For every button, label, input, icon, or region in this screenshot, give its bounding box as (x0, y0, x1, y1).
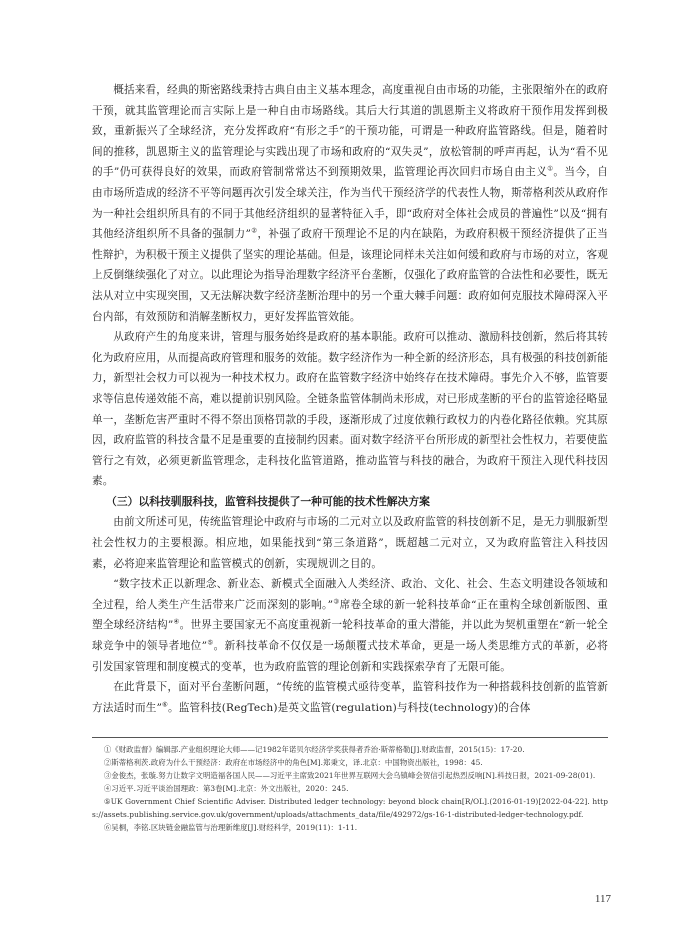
paragraph-1-text-a: 概括来看，经典的斯密路线秉持古典自由主义基本理念，高度重视自由市场的功能，主张限缩外在的政府干预，就其监管理论而言实际上是一种自由市场路线。其后大行其道的凯恩斯主义将政府干预作用发挥到极致，重新振兴了全球经济，充分发挥政府“有形之手”的干预功能，可谓是一种政府监管路线。但是，随着时间的推移，凯恩斯主义的监管理论与实践出现了市场和政府的“双失灵”，放松管制的呼声再起，认为“看不见的手”仍可获得良好的效果，而政府管制常常达不到预期效果，监管理论再次回归市场自由主义 (92, 84, 608, 179)
footnote-1: ①《财政监督》编辑部.产业组织理论大师——记1982年诺贝尔经济学奖获得者乔治·斯蒂格勒[J].财政监督，2015(15)：17-20. (103, 745, 525, 754)
section-heading: （三）以科技驯服科技，监管科技提供了一种可能的技术性解决方案 (106, 494, 430, 508)
footnote-4: ④习近平.习近平谈治国理政：第3卷[M].北京：外文出版社，2020：245. (103, 784, 349, 793)
paragraph-1 (92, 80, 608, 327)
footnote-ref-3[interactable]: ③ (333, 597, 340, 606)
paragraph-5 (92, 677, 608, 718)
paragraph-3: 由前文所述可见，传统监管理论中政府与市场的二元对立以及政府监管的科技创新不足，是无力驯服新型社会性权力的主要根源。相应地，如果能找到“第三条道路”，既超越二元对立，又为政府监管注入科技因素，必将迎来监管理论和监管模式的创新，实现规训之目的。 (92, 516, 608, 570)
footnote-ref-4[interactable]: ④ (173, 617, 180, 626)
body-text (92, 80, 608, 718)
footnote-ref-1[interactable]: ① (547, 164, 554, 173)
footnote-ref-2[interactable]: ② (251, 226, 258, 235)
paragraph-5-text-b: 。监管科技(RegTech)是英文监管(regulation)与科技(technology)的合体 (168, 701, 531, 714)
paragraph-2: 从政府产生的角度来讲，管理与服务始终是政府的基本职能。政府可以推动、激励科技创新，然后将其转化为政府应用，从而提高政府管理和服务的效能。数字经济作为一种全新的经济形态，具有极强的科技创新能力，新型社会权力可以视为一种技术权力。政府在监管数字经济中始终存在技术障碍。事先介入不够，监管要求等信息传递效能不高，难以提前识别风险。全链条监管体制尚未形成，对已形成垄断的平台的监管途径略显单一，垄断危害严重时不得不祭出顶格罚款的手段，逐渐形成了过度依赖行政权力的内卷化路径依赖。究其原因，政府监管的科技含量不足是重要的直接制约因素。面对数字经济平台所形成的新型社会性权力，若要使监管行之有效，必须更新监管理念，走科技化监管道路，推动监管与科技的融合，为政府干预注入现代科技因素。 (92, 331, 608, 488)
footnote-ref-6[interactable]: ⑥ (162, 700, 169, 709)
paragraph-4-text-b: 席卷全球的新一轮科技革命“正在重构全球创新版图、重塑全球经济结构” (92, 598, 608, 632)
footnote-6: ⑥吴桐，李铭.区块链金融监管与治理新维度[J].财经科学，2019(11)：1-11. (103, 823, 358, 832)
footnotes (92, 737, 608, 834)
paragraph-4-text-d: 。新科技革命不仅仅是一场颠覆式技术革命，更是一场人类思维方式的革新，必将引发国家管理和制度模式的变革，也为政府监管的理论创新和实践探索孕育了无限可能。 (92, 640, 608, 673)
paragraph-5-text-a: 在此背景下，面对平台垄断问题，“传统的监管模式亟待变革，监管科技作为一种搭载科技创新的监管新方法适时而生” (92, 681, 608, 714)
page-number: 117 (594, 893, 611, 905)
footnote-5: ⑤UK Government Chief Scientific Adviser. Distributed ledger technology: beyond block chain[R/OL].(2016-01-19)[2022-04-22]. https://assets.publishing.service.gov.uk/government/uploads/attachments_data/file/492972/gs-16-1-distributed-ledger-technology.pdf. (92, 797, 608, 819)
footnote-ref-5[interactable]: ⑤ (207, 638, 214, 647)
paragraph-1-text-c: ，补强了政府干预理论不足的内在缺陷，为政府积极干预经济提供了正当性辩护，为积极干预主义提供了坚实的理论基础。但是，该理论同样未关注如何缓和政府与市场的对立，客观上反倒继续强化了对立。以此理论为指导治理数字经济平台垄断，仅强化了政府监管的合法性和必要性，既无法从对立中实现突围，又无法解决数字经济垄断治理中的另一个重大棘手问题：政府如何克服技术障碍深入平台内部，有效预防和消解垄断权力，更好发挥监管效能。 (92, 228, 609, 323)
footnote-2: ②斯蒂格利茨.政府为什么干预经济：政府在市场经济中的角色[M].郑秉文，译.北京：中国物资出版社，1998：45. (103, 758, 483, 767)
paragraph-4-text-c: 。世界主要国家无不高度重视新一轮科技革命的重大潜能，并以此为契机重塑在“新一轮全球竞争中的领导者地位” (92, 619, 608, 653)
paragraph-4 (92, 574, 608, 677)
paragraph-1-text-b: 。当今，自由市场所造成的经济不平等问题再次引发全球关注，作为当代干预经济学的代表性人物，斯蒂格利茨从政府作为一种社会组织所具有的不同于其他经济组织的显著特征入手，即“政府对全体社会成员的普遍性”以及“拥有其他经济组织所不具备的强制力” (92, 166, 608, 241)
footnote-3: ③金俊杰，张璇.努力让数字文明造福各国人民——习近平主席致2021年世界互联网大会乌镇峰会贺信引起热烈反响[N].科技日报，2021-09-28(01). (103, 771, 596, 780)
paragraph-4-text-a: “数字技术正以新理念、新业态、新模式全面融入人类经济、政治、文化、社会、生态文明建设各领域和全过程，给人类生产生活带来广泛而深刻的影响。” (92, 578, 608, 611)
